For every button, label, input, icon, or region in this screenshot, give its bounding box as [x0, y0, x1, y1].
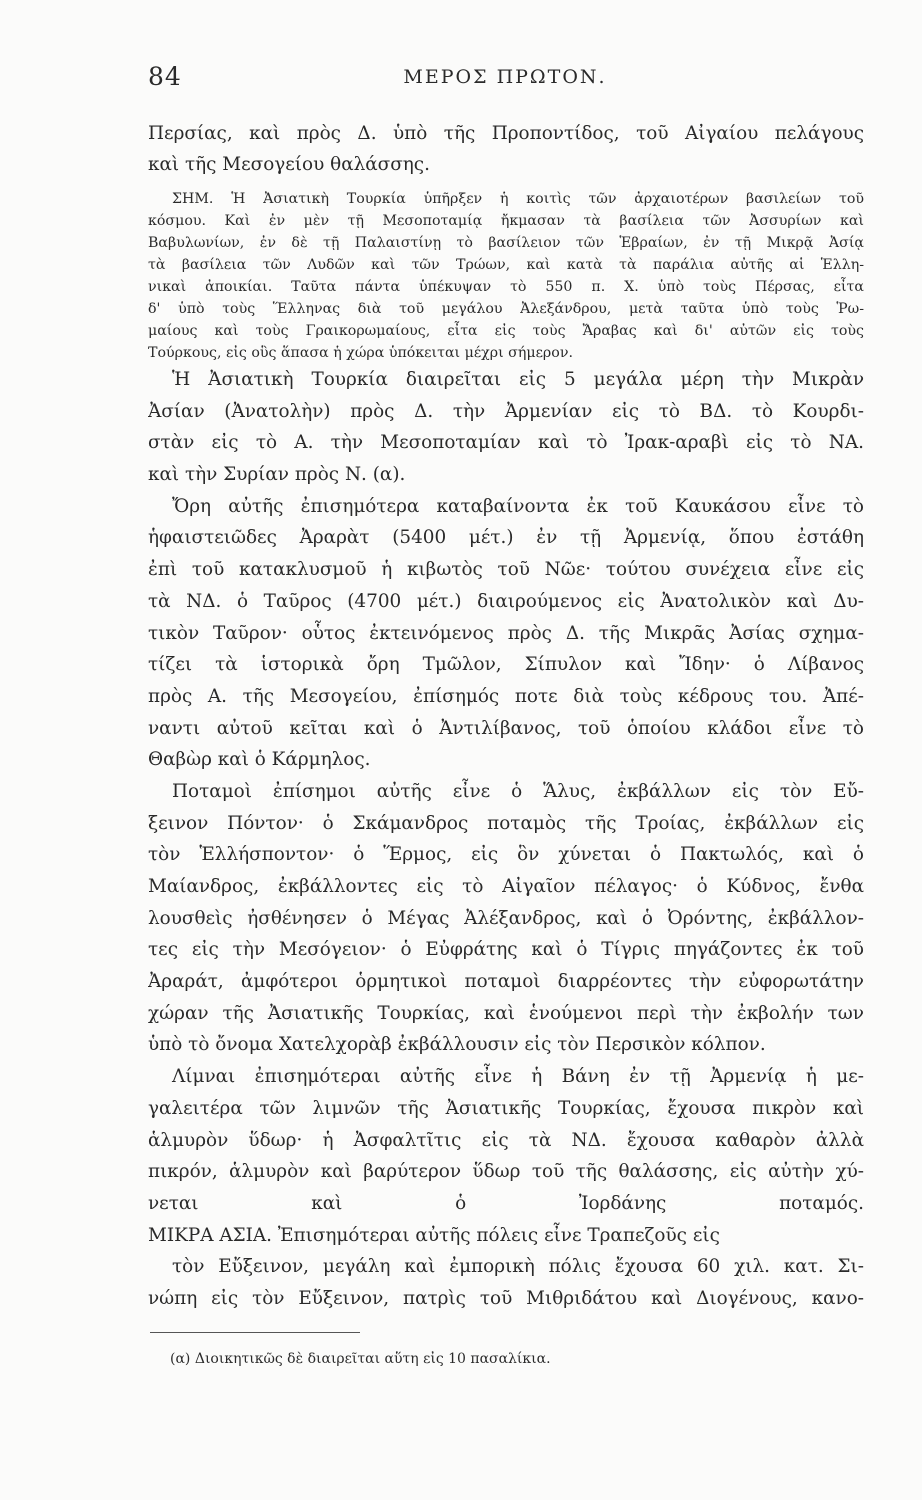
- text-line: νεται καὶ ὁ Ἰορδάνης ποταμός.: [148, 1192, 864, 1214]
- page-number: 84: [148, 62, 182, 91]
- text-line: κόσμου. Καὶ ἐν μὲν τῇ Μεσοποταμίᾳ ἤκμασαν τὰ βασίλεια τῶν Ἀσσυρίων καὶ: [148, 213, 864, 229]
- text-line: χώραν τῆς Ἀσιατικῆς Τουρκίας, καὶ ἑνούμενοι περὶ τὴν ἐκβολήν των: [148, 1002, 864, 1024]
- text-line: ὑπὸ τὸ ὄνομα Χατελχορὰβ ἐκβάλλουσιν εἰς τὸν Περσικὸν κόλπον.: [148, 1034, 766, 1056]
- text-line: ΣΗΜ. Ἡ Ἀσιατικὴ Τουρκία ὑπῆρξεν ἡ κοιτὶς τῶν ἀρχαιοτέρων βασιλείων τοῦ: [172, 191, 864, 207]
- footnote-rule: [150, 1332, 360, 1333]
- text-line: πικρόν, ἁλμυρὸν καὶ βαρύτερον ὕδωρ τοῦ τῆς θαλάσσης, εἰς αὐτὴν χύ-: [148, 1161, 864, 1183]
- text-line: τὸν Ἑλλήσποντον· ὁ Ἕρμος, εἰς ὃν χύνεται ὁ Πακτωλός, καὶ ὁ: [148, 844, 864, 866]
- text-line: ΜΙΚΡΑ ΑΣΙΑ. Ἐπισημότεραι αὐτῆς πόλεις εἶνε Τραπεζοῦς εἰς: [148, 1224, 720, 1246]
- text-line: Θαβὼρ καὶ ὁ Κάρμηλος.: [148, 749, 371, 771]
- main-text: [148, 364, 864, 1315]
- running-title: ΜΕΡΟΣ ΠΡΩΤΟΝ.: [403, 66, 607, 88]
- text-line: ἁλμυρὸν ὕδωρ· ἡ Ἀσφαλτῖτις εἰς τὰ ΝΔ. ἔχουσα καθαρὸν ἀλλὰ: [148, 1129, 864, 1151]
- text-line: ἐπὶ τοῦ κατακλυσμοῦ ἡ κιβωτὸς τοῦ Νῶε· τούτου συνέχεια εἶνε εἰς: [148, 559, 864, 581]
- text-line: τὸν Εὔξεινον, μεγάλη καὶ ἐμπορικὴ πόλις ἔχουσα 60 χιλ. κατ. Σι-: [172, 1256, 864, 1278]
- text-line: ἡφαιστειῶδες Ἀραρὰτ (5400 μέτ.) ἐν τῇ Ἀρμενίᾳ, ὅπου ἐστάθη: [148, 527, 864, 549]
- text-line: Ποταμοὶ ἐπίσημοι αὐτῆς εἶνε ὁ Ἅλυς, ἐκβάλλων εἰς τὸν Εὔ-: [172, 780, 864, 802]
- text-line: τὰ ΝΔ. ὁ Ταῦρος (4700 μέτ.) διαιρούμενος εἰς Ἀνατολικὸν καὶ Δυ-: [148, 590, 864, 612]
- text-line: τες εἰς τὴν Μεσόγειον· ὁ Εὐφράτης καὶ ὁ Τίγρις πηγάζοντες ἐκ τοῦ: [148, 939, 864, 961]
- text-line: στὰν εἰς τὸ Α. τὴν Μεσοποταμίαν καὶ τὸ Ἰρακ-αραβὶ εἰς τὸ ΝΑ.: [148, 432, 864, 454]
- body-text: [148, 118, 864, 1315]
- text-line: τικὸν Ταῦρον· οὗτος ἐκτεινόμενος πρὸς Δ. τῆς Μικρᾶς Ἀσίας σχημα-: [148, 622, 864, 644]
- text-line: γαλειτέρα τῶν λιμνῶν τῆς Ἀσιατικῆς Τουρκίας, ἔχουσα πικρὸν καὶ: [148, 1097, 864, 1119]
- note-paragraph: [148, 188, 864, 364]
- text-line: Βαβυλωνίων, ἐν δὲ τῇ Παλαιστίνῃ τὸ βασίλειον τῶν Ἑβραίων, ἐν τῇ Μικρᾷ Ἀσίᾳ: [148, 235, 864, 251]
- text-line: Λίμναι ἐπισημότεραι αὐτῆς εἶνε ἡ Βάνη ἐν τῇ Ἀρμενίᾳ ἡ με-: [172, 1066, 864, 1088]
- text-line: καὶ τὴν Συρίαν πρὸς Ν. (α).: [148, 464, 406, 486]
- text-line: νικαὶ ἀποικίαι. Ταῦτα πάντα ὑπέκυψαν τὸ 550 π. Χ. ὑπὸ τοὺς Πέρσας, εἶτα: [148, 279, 864, 295]
- text-line: Ἀσίαν (Ἀνατολὴν) πρὸς Δ. τὴν Ἀρμενίαν εἰς τὸ ΒΔ. τὸ Κουρδι-: [148, 400, 864, 422]
- text-line: Τούρκους, εἰς οὓς ἅπασα ἡ χώρα ὑπόκειται μέχρι σήμερον.: [148, 345, 573, 361]
- text-line: ξεινον Πόντον· ὁ Σκάμανδρος ποταμὸς τῆς Τροίας, ἐκβάλλων εἰς: [148, 812, 864, 834]
- text-line: νώπη εἰς τὸν Εὔξεινον, πατρὶς τοῦ Μιθριδάτου καὶ Διογένους, κανο-: [148, 1287, 864, 1309]
- text-line: δ' ὑπὸ τοὺς Ἕλληνας διὰ τοῦ μεγάλου Ἀλεξάνδρου, μετὰ ταῦτα ὑπὸ τοὺς Ῥω-: [148, 301, 864, 317]
- footnote: (α) Διοικητικῶς δὲ διαιρεῖται αὕτη εἰς 10 πασαλίκια.: [170, 1351, 551, 1367]
- text-line: τὰ βασίλεια τῶν Λυδῶν καὶ τῶν Τρώων, καὶ κατὰ τὰ παράλια αὐτῆς αἱ Ἑλλη-: [148, 257, 864, 273]
- page-header: [148, 62, 862, 102]
- intro-paragraph: [148, 118, 864, 180]
- text-line: τίζει τὰ ἱστορικὰ ὄρη Τμῶλον, Σίπυλον καὶ Ἴδην· ὁ Λίβανος: [148, 654, 864, 676]
- text-line: λουσθεὶς ἠσθένησεν ὁ Μέγας Ἀλέξανδρος, καὶ ὁ Ὀρόντης, ἐκβάλλον-: [148, 907, 864, 929]
- text-line: Ἀραράτ, ἀμφότεροι ὁρμητικοὶ ποταμοὶ διαρρέοντες τὴν εὐφορωτάτην: [148, 971, 864, 993]
- text-line: Ὄρη αὐτῆς ἐπισημότερα καταβαίνοντα ἐκ τοῦ Καυκάσου εἶνε τὸ: [172, 495, 864, 517]
- text-line: Ἡ Ἀσιατικὴ Τουρκία διαιρεῖται εἰς 5 μεγάλα μέρη τὴν Μικρὰν: [172, 369, 864, 390]
- text-line: πρὸς Α. τῆς Μεσογείου, ἐπίσημός ποτε διὰ τοὺς κέδρους του. Ἀπέ-: [148, 685, 864, 707]
- text-line: Περσίας, καὶ πρὸς Δ. ὑπὸ τῆς Προποντίδος, τοῦ Αἰγαίου πελάγους: [148, 123, 864, 144]
- text-line: καὶ τῆς Μεσογείου θαλάσσης.: [148, 154, 430, 175]
- text-line: ναντι αὐτοῦ κεῖται καὶ ὁ Ἀντιλίβανος, τοῦ ὁποίου κλάδοι εἶνε τὸ: [148, 717, 864, 739]
- text-line: μαίους καὶ τοὺς Γραικορωμαίους, εἶτα εἰς τοὺς Ἄραβας καὶ δι' αὐτῶν εἰς τοὺς: [148, 323, 864, 339]
- text-line: Μαίανδρος, ἐκβάλλοντες εἰς τὸ Αἰγαῖον πέλαγος· ὁ Κύδνος, ἔνθα: [148, 876, 864, 897]
